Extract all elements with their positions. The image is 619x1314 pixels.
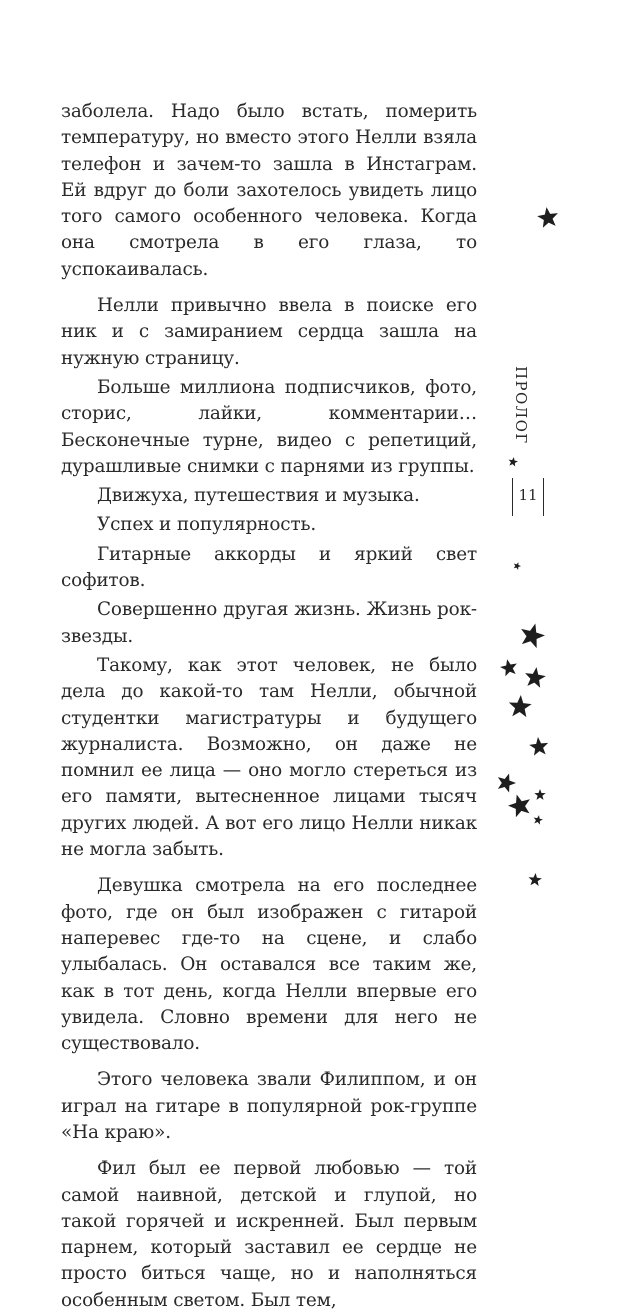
- star-icon: [498, 773, 516, 792]
- running-head-title: ПРОЛОГ: [512, 366, 530, 445]
- paragraph: Гитарные аккорды и яркий свет софитов.: [61, 543, 477, 592]
- paragraph: Такому, как этот человек, не было дела до какой-то там Нелли, обычной студентки магистратуры и будущего журналиста. Возможно, он даже не помнил ее лица — оно могло стереться из его памяти, вытесненное лицами тысяч других людей. А вот его лицо Нелли никак не могла забыть.: [61, 654, 477, 861]
- paragraph: Этого человека звали Филиппом, и он играл на гитаре в популярной рок-группе «На краю».: [61, 1069, 477, 1143]
- star-icon: [537, 207, 558, 228]
- star-icon: [525, 667, 546, 688]
- paragraph: Движуха, путешествия и музыка.: [97, 485, 420, 507]
- folio-rule-right: [543, 478, 544, 516]
- paragraph: Девушка смотрела на его последнее фото, где он был изображен с гитарой наперевес где-то на сцене, и слабо улыбалась. Он оставался все таким же, как в тот день, когда Нелли впервые его увидела. Словно времени для него не существовало.: [61, 875, 477, 1055]
- star-icon: [514, 562, 521, 570]
- star-icon: [500, 659, 517, 676]
- star-icon: [534, 815, 543, 824]
- page-number: 11: [518, 486, 538, 504]
- star-icon: [509, 457, 518, 466]
- paragraph: Совершенно другая жизнь. Жизнь рок-звезды.: [61, 599, 477, 647]
- body-text: [61, 99, 477, 1314]
- star-icon: [521, 623, 545, 648]
- paragraph: Фил был ее первой любовью — той самой наивной, детской и глупой, но такой горячей и искренней. Был первым парнем, который заставил ее сердце не просто биться чаще, но и наполняться особенным светом. Был тем,: [61, 1158, 477, 1311]
- paragraph: Нелли привычно ввела в поиске его ник и с замиранием сердца зашла на нужную страницу.: [61, 295, 477, 369]
- paragraph: Успех и популярность.: [97, 514, 317, 536]
- star-icon: [508, 794, 530, 817]
- paragraph: Больше миллиона подписчиков, фото, сторис, лайки, комментарии… Бесконечные турне, видео с репетиций, дурашливые снимки с парнями из группы.: [61, 376, 477, 477]
- page-number-box: [512, 478, 544, 516]
- star-icon: [534, 789, 545, 800]
- star-icon: [529, 873, 542, 886]
- star-icon: [509, 695, 532, 717]
- star-icon: [529, 737, 548, 756]
- paragraph: заболела. Надо было встать, померить температуру, но вместо этого Нелли взяла телефон и зачем-то зашла в Инстаграм. Ей вдруг до боли захотелось увидеть лицо того самого особенного человека. Когда она смотрела в его глаза, то успокаивалась.: [61, 101, 477, 280]
